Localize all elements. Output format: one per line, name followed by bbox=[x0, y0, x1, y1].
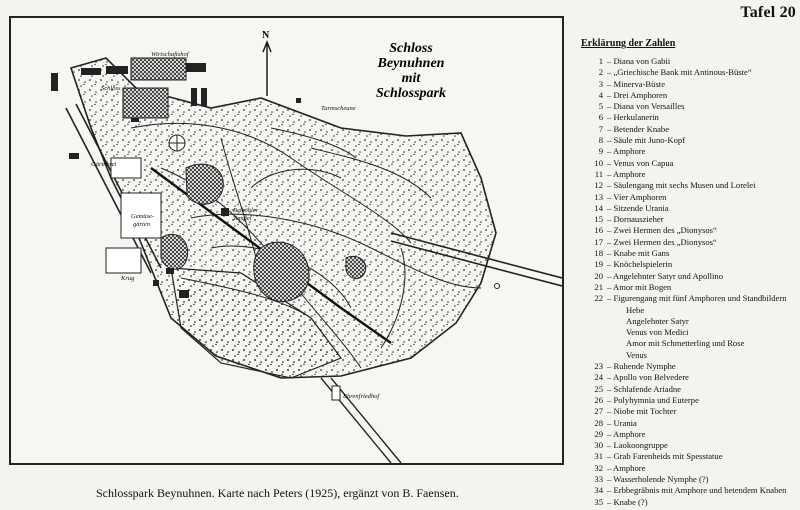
legend-item-dash: – bbox=[607, 214, 614, 225]
legend-title: Erklärung der Zahlen bbox=[581, 38, 676, 49]
legend-item-text: Knabe mit Gans bbox=[613, 248, 670, 259]
legend-item-number: 29 bbox=[594, 428, 603, 439]
legend-subitem: Hebe bbox=[626, 304, 645, 315]
legend-item-number: 16 bbox=[594, 225, 603, 236]
legend-item bbox=[581, 237, 795, 248]
label-gemuesegaerten-1: Gemüse- bbox=[131, 213, 155, 220]
label-turmscheune: Turmscheune bbox=[321, 105, 356, 112]
pond-small bbox=[186, 164, 223, 204]
legend-item-number: 1 bbox=[598, 56, 603, 66]
label-schloss: Schloss bbox=[101, 85, 121, 92]
legend-item-text: Venus von Capua bbox=[613, 157, 674, 168]
legend-item bbox=[581, 418, 795, 429]
legend-item bbox=[581, 259, 795, 270]
legend-item-number: 6 bbox=[598, 112, 603, 123]
legend-item-dash: – bbox=[607, 406, 614, 417]
legend-item bbox=[581, 79, 795, 90]
legend-item bbox=[581, 429, 795, 440]
map-title-line-1: Schloss bbox=[389, 41, 433, 56]
legend-item-number: 30 bbox=[594, 440, 603, 451]
legend-item-dash: – bbox=[607, 372, 613, 383]
legend-item bbox=[581, 124, 795, 135]
legend-item-dash: – bbox=[607, 428, 613, 439]
legend-item bbox=[581, 271, 795, 282]
map-title-line-3: mit bbox=[401, 71, 421, 86]
legend-item-text: Angelehnter Satyr und Apollino bbox=[612, 270, 724, 281]
legend-item-number: 5 bbox=[598, 101, 603, 112]
legend-item bbox=[581, 282, 795, 293]
legend-item-dash: – bbox=[607, 123, 614, 134]
legend-item-number: 33 bbox=[594, 473, 603, 484]
legend-item-number: 26 bbox=[594, 394, 603, 405]
legend-item bbox=[581, 158, 795, 169]
legend-list bbox=[581, 56, 795, 508]
legend-item-dash: – bbox=[607, 496, 614, 507]
park-map-drawing bbox=[11, 18, 562, 463]
legend-item bbox=[581, 90, 795, 101]
legend-item bbox=[581, 293, 795, 304]
legend-item-text: Amphore bbox=[612, 462, 646, 473]
legend-item bbox=[581, 440, 795, 451]
legend-item-text: Zwei Hermen des „Dionysos“ bbox=[613, 236, 717, 247]
legend-item-dash: – bbox=[607, 157, 614, 168]
legend-item-text: Zwei Hermen des „Dionysos“ bbox=[613, 225, 717, 236]
legend-item bbox=[581, 248, 795, 259]
legend-item-text: Säule mit Juno-Kopf bbox=[613, 135, 686, 146]
legend-item-text: Minerva-Büste bbox=[613, 78, 666, 89]
legend-item-number: 14 bbox=[594, 202, 603, 213]
legend-item-dash: – bbox=[607, 180, 614, 191]
legend-item-text: Urania bbox=[613, 417, 637, 428]
label-ehrenfriedhof: Ehrenfriedhof bbox=[343, 393, 380, 400]
legend-item-number: 11 bbox=[594, 168, 603, 179]
legend-item bbox=[581, 474, 795, 485]
legend-item-number: 15 bbox=[594, 214, 603, 225]
legend-item-dash: – bbox=[607, 168, 613, 179]
legend-item-dash: – bbox=[607, 248, 614, 259]
legend-item-text: Wasserholende Nymphe (?) bbox=[613, 473, 709, 484]
legend-item-dash: – bbox=[607, 473, 614, 484]
legend-subitem: Venus bbox=[626, 349, 648, 360]
legend-item-text: Sitzende Urania bbox=[613, 202, 669, 213]
legend-item-text: Drei Amphoren bbox=[613, 89, 668, 100]
monument-marker bbox=[495, 284, 500, 289]
legend-subitem: Venus von Medici bbox=[626, 327, 689, 338]
legend-item-text: Dornauszieher bbox=[613, 214, 664, 225]
legend-item-text: Amphore bbox=[612, 168, 646, 179]
legend-item-dash: – bbox=[607, 112, 614, 123]
legend-item-number: 4 bbox=[598, 89, 603, 100]
label-krug: Krug bbox=[121, 275, 135, 282]
legend-item-text: Figurengang mit fünf Amphoren und Standbildern bbox=[613, 293, 787, 304]
legend-item-text: Vier Amphoren bbox=[613, 191, 667, 202]
legend-item-number: 8 bbox=[598, 135, 603, 146]
legend-item-number: 22 bbox=[594, 293, 603, 304]
pond-east bbox=[346, 256, 366, 278]
legend-item-text: Schlafende Ariadne bbox=[613, 383, 681, 394]
legend-item-dash: – bbox=[607, 78, 614, 89]
legend-item-number: 19 bbox=[594, 259, 603, 270]
legend-item-number: 34 bbox=[594, 485, 603, 496]
legend-item-text: Knöchelspielerin bbox=[613, 259, 673, 270]
plate-number: Tafel 20 bbox=[740, 4, 796, 21]
label-gaertnerei: Gärtnerei bbox=[91, 161, 117, 168]
legend-item-number: 28 bbox=[594, 417, 603, 428]
legend-item-text: Polyhymnia und Euterpe bbox=[613, 394, 699, 405]
legend-item-number: 17 bbox=[594, 236, 603, 247]
legend-item-number: 27 bbox=[594, 406, 603, 417]
legend-item-text: Laokoongruppe bbox=[613, 440, 668, 451]
legend bbox=[581, 38, 795, 508]
map-title-line-2: Beynuhnen bbox=[377, 56, 445, 71]
schloss-building bbox=[123, 88, 168, 118]
label-tempel-1: Beiköhler bbox=[233, 207, 259, 214]
legend-item-text: Amphore bbox=[612, 146, 646, 157]
legend-item bbox=[581, 56, 795, 67]
label-tempel-2: Tempel bbox=[233, 215, 252, 222]
legend-item-dash: – bbox=[607, 259, 614, 270]
pond-west bbox=[161, 234, 188, 269]
legend-item-text: Säulengang mit sechs Musen und Lorelei bbox=[613, 180, 756, 191]
legend-item-text: Apollo von Belvedere bbox=[612, 372, 689, 383]
legend-item-number: 35 bbox=[594, 496, 603, 507]
legend-item-text: Amphore bbox=[612, 428, 646, 439]
legend-item-number: 24 bbox=[594, 372, 603, 383]
legend-item bbox=[581, 463, 795, 474]
legend-item bbox=[581, 67, 795, 78]
legend-item-dash: – bbox=[607, 270, 613, 281]
label-wirtschaftshof: Wirtschaftshof bbox=[151, 51, 189, 58]
legend-item-text: Ruhende Nymphe bbox=[613, 361, 676, 372]
legend-item-text: Diana von Versailles bbox=[613, 101, 685, 112]
legend-item bbox=[581, 451, 795, 462]
ehrenfriedhof-plot bbox=[332, 386, 340, 400]
legend-item-text: Niobe mit Tochter bbox=[613, 406, 677, 417]
legend-item-number: 7 bbox=[598, 123, 603, 134]
legend-item-dash: – bbox=[607, 225, 614, 236]
legend-item bbox=[581, 395, 795, 406]
legend-item-dash: – bbox=[607, 417, 614, 428]
legend-item-number: 3 bbox=[598, 78, 603, 89]
legend-item bbox=[581, 135, 795, 146]
legend-item bbox=[581, 361, 795, 372]
legend-item bbox=[581, 101, 795, 112]
legend-item bbox=[581, 497, 795, 508]
legend-item-dash: – bbox=[607, 281, 613, 292]
legend-item-dash: – bbox=[607, 383, 614, 394]
legend-subitem: Amor mit Schmetterling und Rose bbox=[626, 338, 745, 349]
legend-item-number: 20 bbox=[594, 270, 603, 281]
legend-item-dash: – bbox=[607, 451, 614, 462]
legend-item bbox=[581, 112, 795, 123]
road-south-edge bbox=[331, 378, 401, 463]
legend-item bbox=[581, 384, 795, 395]
legend-item-dash: – bbox=[607, 191, 614, 202]
legend-item-number: 32 bbox=[594, 462, 603, 473]
legend-item-text: Herkulanerin bbox=[613, 112, 659, 123]
legend-item bbox=[581, 146, 795, 157]
legend-item-dash: – bbox=[607, 89, 614, 100]
legend-item bbox=[581, 372, 795, 383]
legend-item-text: „Griechische Bank mit Antinous-Büste“ bbox=[613, 67, 752, 78]
legend-item-dash: – bbox=[607, 67, 614, 78]
legend-item-text: Diana von Gabii bbox=[613, 56, 671, 66]
legend-item-dash: – bbox=[607, 236, 614, 247]
legend-item-number: 18 bbox=[594, 248, 603, 259]
legend-item bbox=[581, 214, 795, 225]
legend-item-number: 9 bbox=[598, 146, 603, 157]
legend-item-dash: – bbox=[607, 361, 614, 372]
map-title-line-4: Schlosspark bbox=[375, 86, 447, 101]
legend-item-number: 21 bbox=[594, 281, 603, 292]
legend-item-text: Amor mit Bogen bbox=[612, 281, 672, 292]
legend-item-dash: – bbox=[607, 146, 613, 157]
legend-item bbox=[581, 406, 795, 417]
legend-item bbox=[581, 485, 795, 496]
legend-item-dash: – bbox=[607, 394, 614, 405]
legend-item-number: 10 bbox=[594, 157, 603, 168]
legend-item bbox=[581, 225, 795, 236]
legend-item-dash: – bbox=[607, 135, 614, 146]
legend-item-dash: – bbox=[607, 56, 614, 66]
legend-item-dash: – bbox=[607, 440, 614, 451]
legend-item bbox=[581, 192, 795, 203]
north-label: N bbox=[262, 30, 270, 41]
legend-item bbox=[581, 180, 795, 191]
legend-item-dash: – bbox=[607, 462, 613, 473]
map-caption: Schlosspark Beynuhnen. Karte nach Peters (1925), ergänzt von B. Faensen. bbox=[96, 486, 459, 500]
legend-subitem: Angelehnter Satyr bbox=[626, 315, 689, 326]
krug-plot bbox=[106, 248, 141, 273]
legend-item-number: 12 bbox=[594, 180, 603, 191]
legend-item-dash: – bbox=[607, 101, 614, 112]
label-gemuesegaerten-2: gärten bbox=[133, 221, 150, 228]
legend-item-dash: – bbox=[607, 485, 614, 496]
wirtschaftshof-building bbox=[131, 58, 186, 80]
legend-item-number: 31 bbox=[594, 451, 603, 462]
legend-item-text: Erbbegräbnis mit Amphore und betendem Knaben bbox=[613, 485, 787, 496]
legend-item-number: 23 bbox=[594, 361, 603, 372]
legend-item bbox=[581, 169, 795, 180]
legend-item-text: Grab Farenheids mit Spesstatue bbox=[613, 451, 723, 462]
legend-item-number: 2 bbox=[598, 67, 603, 78]
legend-item-text: Knabe (?) bbox=[613, 496, 648, 507]
legend-item-dash: – bbox=[607, 202, 614, 213]
legend-item-number: 25 bbox=[594, 383, 603, 394]
legend-item-number: 13 bbox=[594, 191, 603, 202]
legend-item bbox=[581, 203, 795, 214]
legend-item-dash: – bbox=[607, 293, 614, 304]
park-map bbox=[9, 16, 564, 465]
legend-item-text: Betender Knabe bbox=[613, 123, 670, 134]
